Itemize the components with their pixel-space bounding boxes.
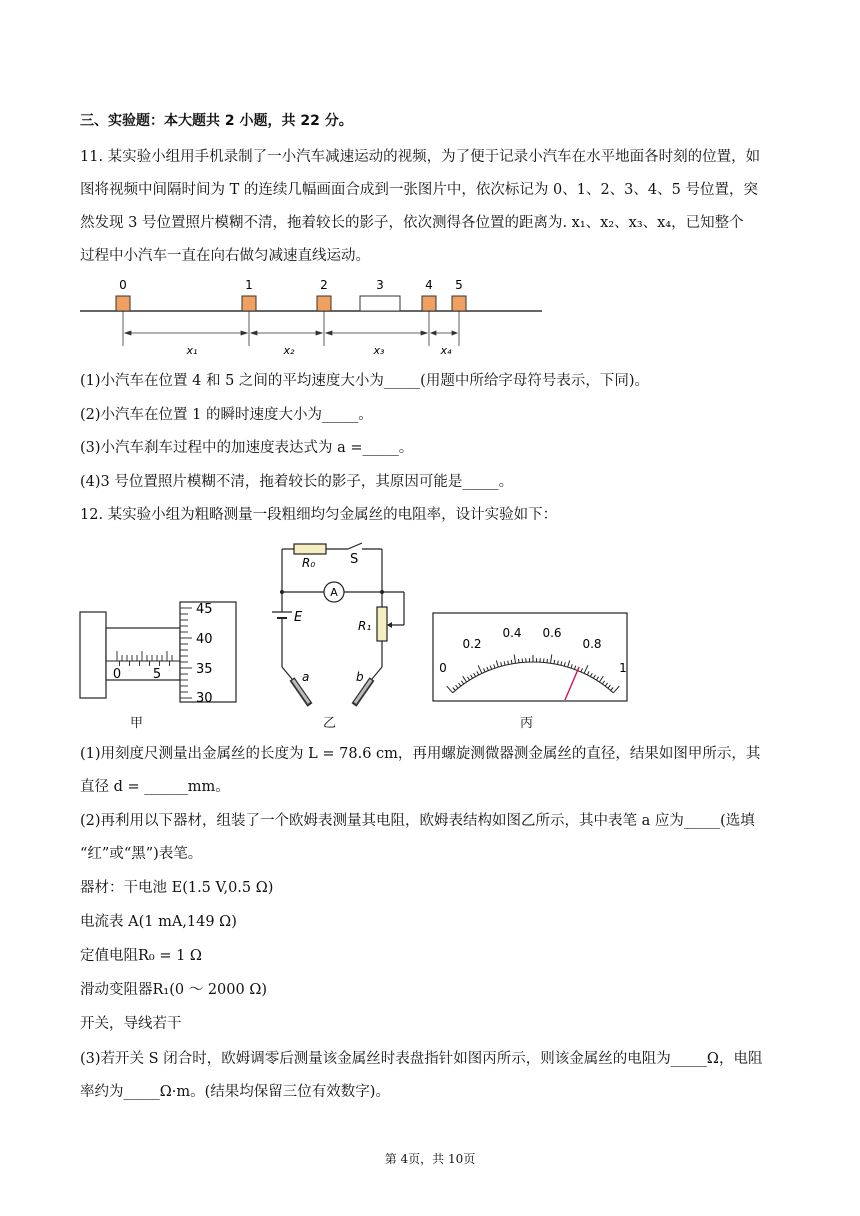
label-r0: R₀ (302, 556, 316, 570)
scale-label-0.6: 0.6 (542, 626, 562, 640)
q12-line-5: 器材：干电池 E(1.5 V,0.5 Ω) (80, 880, 274, 896)
distance-label-x2: x₂ (283, 344, 295, 357)
caption-bing: 丙 (520, 716, 534, 731)
q12-line-1: (1)用刻度尺测量出金属丝的长度为 L = 78.6 cm，再用螺旋测微器测金属丝的直径，结果如图甲所示，其 (80, 746, 761, 762)
thimble-label-45: 45 (196, 602, 213, 617)
label-battery: E (294, 610, 303, 625)
q12-line-10: (3)若开关 S 闭合时，欧姆调零后测量该金属丝时表盘指针如图丙所示，则该金属丝的电阻为_____Ω，电阻 (80, 1051, 763, 1067)
q11-sub-3: (3)小汽车刹车过程中的加速度表达式为 a =_____。 (80, 440, 414, 456)
q11-sub-4: (4)3 号位置照片模糊不清，拖着较长的影子，其原因可能是_____。 (80, 474, 514, 490)
position-label-5: 5 (455, 278, 463, 292)
q12-line-9: 开关，导线若干 (80, 1016, 182, 1032)
q11-line-3: 然发现 3 号位置照片模糊不清，拖着较长的影子，依次测得各位置的距离为. x₁、x₂、x₃、x₄，已知整个 (80, 215, 744, 231)
car-position-1 (242, 296, 256, 311)
q12-line-2: 直径 d = ______mm。 (80, 779, 230, 795)
thimble-label-35: 35 (196, 662, 213, 677)
q12-line-8: 滑动变阻器R₁(0 ～ 2000 Ω) (80, 982, 268, 998)
q12-line-4: “红”或“黑”)表笔。 (80, 846, 203, 862)
q12-line-11: 率约为_____Ω·m。(结果均保留三位有效数字)。 (80, 1084, 390, 1100)
position-label-3: 3 (376, 278, 384, 292)
r1-rheostat (377, 607, 387, 641)
thimble-label-30: 30 (196, 691, 213, 706)
micrometer-thimble (180, 602, 236, 702)
meter-tick (554, 660, 555, 664)
scale-label-0.8: 0.8 (582, 637, 602, 651)
label-ammeter: A (330, 586, 338, 599)
car-position-5 (452, 296, 466, 311)
q12-line-6: 电流表 A(1 mA,149 Ω) (80, 914, 237, 930)
circuit-figure (262, 537, 422, 715)
q11-sub-2: (2)小汽车在位置 1 的瞬时速度大小为_____。 (80, 407, 373, 423)
micrometer-figure (78, 598, 238, 706)
car-position-0 (116, 296, 130, 311)
meter-tick (511, 660, 512, 664)
q12-intro: 12. 某实验小组为粗略测量一段粗细均匀金属丝的电阻率，设计实验如下： (80, 507, 558, 523)
distance-label-x3: x₃ (373, 344, 385, 357)
q11-sub-1: (1)小汽车在位置 4 和 5 之间的平均速度大小为_____(用题中所给字母符号表示，下同)。 (80, 373, 649, 389)
meter-tick (519, 659, 520, 663)
thimble-label-40: 40 (196, 632, 213, 647)
label-rheostat: R₁ (358, 619, 372, 633)
q11-line-1: 11. 某实验小组用手机录制了一小汽车减速运动的视频，为了便于记录小汽车在水平地面各时刻的位置，如 (80, 149, 761, 165)
distance-label-x4: x₄ (440, 344, 452, 357)
car-position-figure (76, 276, 546, 366)
meter-figure (432, 612, 630, 704)
position-label-1: 1 (245, 278, 253, 292)
scale-label-0: 0 (439, 661, 447, 675)
label-probe-b: b (356, 670, 364, 684)
caption-yi: 乙 (323, 716, 337, 731)
micrometer-frame (80, 612, 106, 698)
label-probe-a: a (302, 670, 310, 684)
q11-line-2: 图将视频中间隔时间为 T 的连续几幅画面合成到一张图片中，依次标记为 0、1、2、3、4、5 号位置，突 (80, 182, 758, 198)
distance-label-x1: x₁ (186, 344, 198, 357)
position-label-4: 4 (425, 278, 433, 292)
q12-line-3: (2)再利用以下器材，组装了一个欧姆表测量其电阻，欧姆表结构如图乙所示，其中表笔 a 应为_____(选填 (80, 813, 755, 829)
section-title: 三、实验题：本大题共 2 小题，共 22 分。 (80, 113, 353, 129)
page-footer: 第 4页，共 10页 (384, 1152, 476, 1166)
car-position-4 (422, 296, 436, 311)
r0-resistor (294, 544, 326, 554)
sleeve-label-0: 0 (112, 667, 122, 682)
sleeve-label-5: 5 (152, 667, 162, 682)
scale-label-0.2: 0.2 (462, 637, 482, 651)
scale-label-0.4: 0.4 (502, 626, 522, 640)
caption-jia: 甲 (130, 716, 144, 731)
label-switch: S (350, 552, 359, 567)
car-position-3-blurred (360, 296, 400, 311)
position-label-2: 2 (320, 278, 328, 292)
position-label-0: 0 (119, 278, 127, 292)
scale-label-1: 1 (619, 661, 627, 675)
meter-tick (547, 659, 548, 663)
q12-line-7: 定值电阻R₀ = 1 Ω (80, 948, 202, 964)
q11-line-4: 过程中小汽车一直在向右做匀减速直线运动。 (80, 248, 370, 264)
car-position-2 (317, 296, 331, 311)
switch-s (348, 543, 362, 549)
meter-frame (433, 613, 627, 701)
